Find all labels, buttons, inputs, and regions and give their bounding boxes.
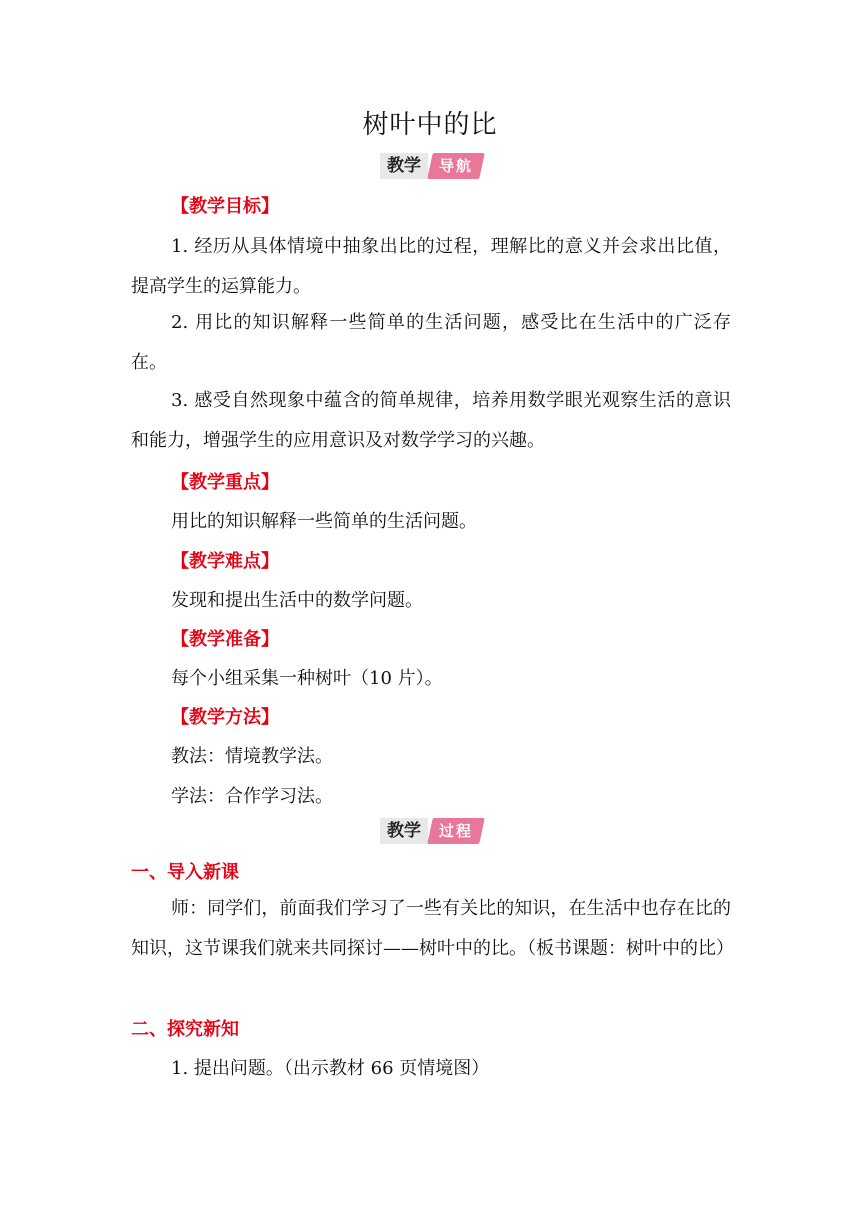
badge-left-label: 教学 [380,153,428,179]
difficulty-heading: 【教学难点】 [171,551,279,572]
teaching-process-badge [380,818,482,844]
key-point-heading: 【教学重点】 [171,472,279,493]
learning-method-text: 学法：合作学习法。 [171,786,333,807]
badge-left-label: 教学 [380,818,428,844]
badge-right-label: 导航 [427,153,485,179]
preparation-heading: 【教学准备】 [171,629,279,650]
goal-item-3: 3. 感受自然现象中蕴含的简单规律，培养用数学眼光观察生活的意识和能力，增强学生的应用意识及对数学学习的兴趣。 [131,390,731,451]
section-1-text: 师：同学们，前面我们学习了一些有关比的知识，在生活中也存在比的知识，这节课我们就来共同探讨——树叶中的比。（板书课题：树叶中的比） [131,898,734,959]
section-1-heading: 一、导入新课 [131,862,239,883]
preparation-text: 每个小组采集一种树叶（10 片）。 [171,668,443,689]
page-title: 树叶中的比 [362,110,498,140]
key-point-text: 用比的知识解释一些简单的生活问题。 [171,511,477,532]
goal-item-1: 1. 经历从具体情境中抽象出比的过程，理解比的意义并会求出比值，提高学生的运算能力。 [131,236,731,297]
methods-heading: 【教学方法】 [171,707,279,728]
badge-right-label: 过程 [427,818,485,844]
goal-item-2: 2. 用比的知识解释一些简单的生活问题，感受比在生活中的广泛存在。 [131,312,731,373]
section-2-heading: 二、探究新知 [131,1019,239,1040]
goals-heading: 【教学目标】 [171,196,279,217]
teaching-method-text: 教法：情境教学法。 [171,746,333,767]
section-2-text: 1. 提出问题。（出示教材 66 页情境图） [171,1058,490,1079]
teaching-nav-badge [380,153,482,179]
difficulty-text: 发现和提出生活中的数学问题。 [171,590,423,611]
